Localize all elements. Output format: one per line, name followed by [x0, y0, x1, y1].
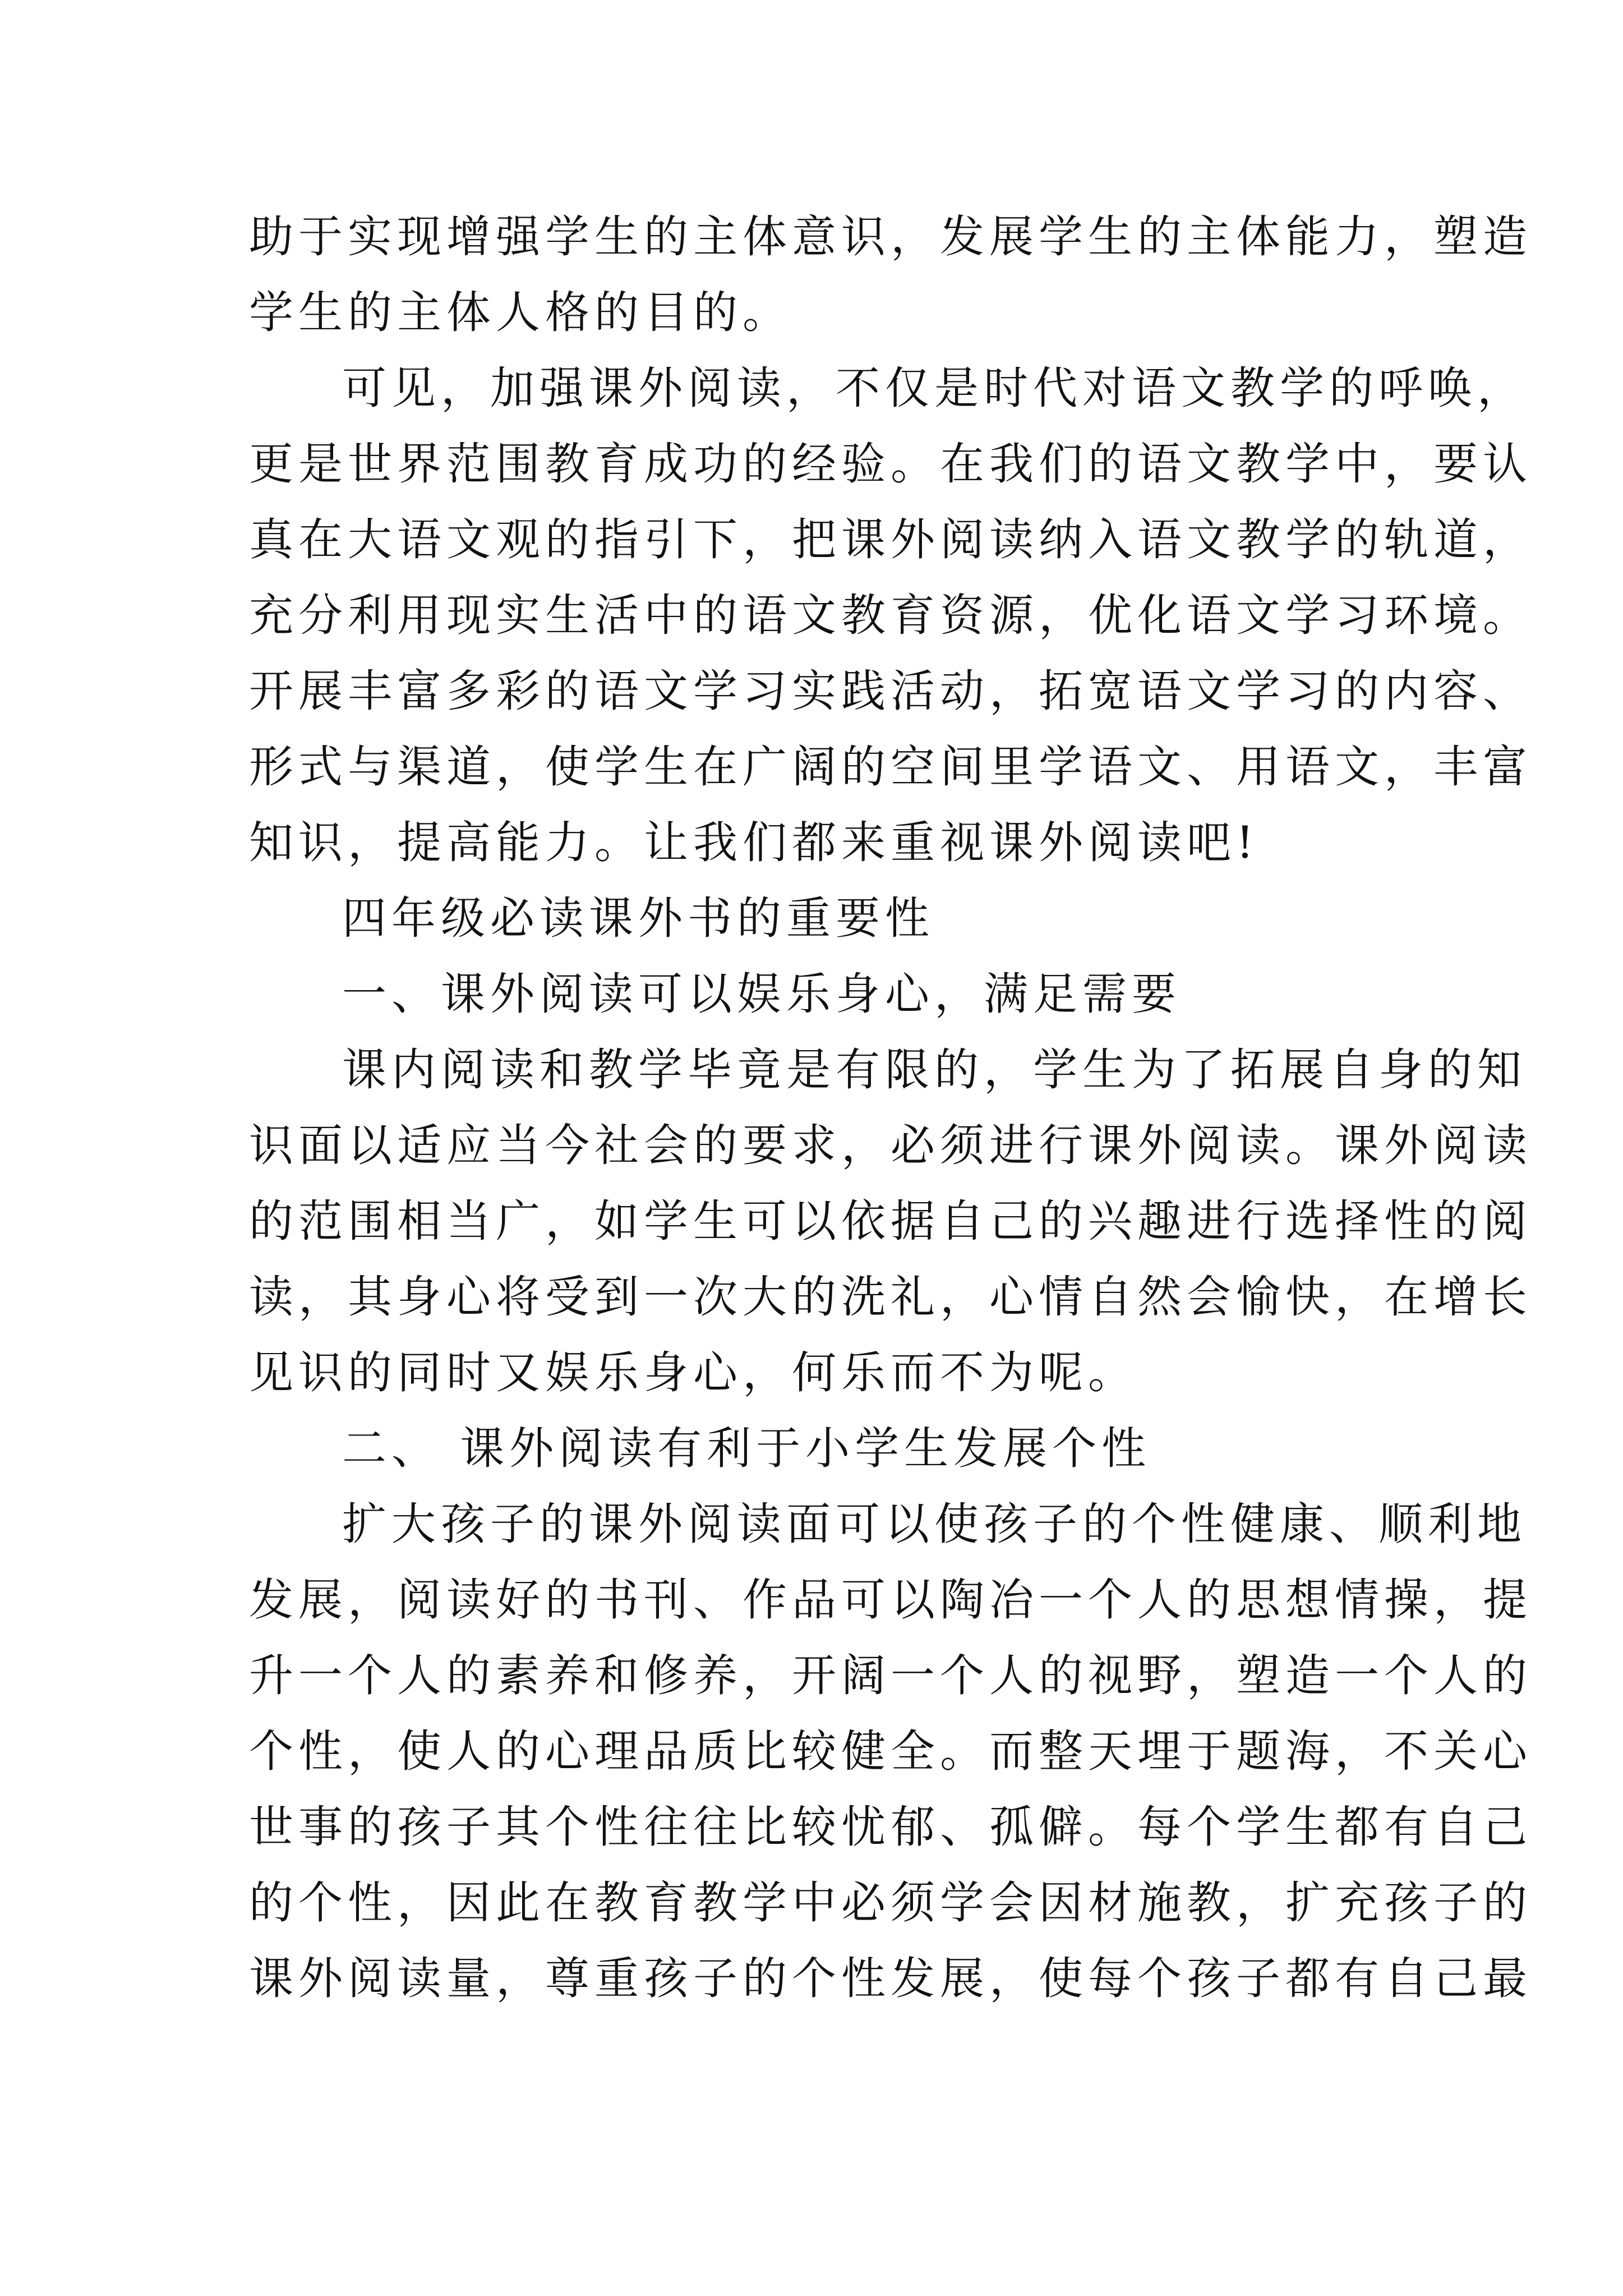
text-line: 更是世界范围教育成功的经验。在我们的语文教学中，要认: [249, 438, 1532, 490]
document-body: [249, 199, 1532, 2017]
text-line: 升一个人的素养和修养，开阔一个人的视野，塑造一个人的: [249, 1650, 1532, 1701]
text-line: 开展丰富多彩的语文学习实践活动，拓宽语文学习的内容、: [249, 665, 1532, 717]
text-line: 课外阅读量，尊重孩子的个性发展，使每个孩子都有自己最: [249, 1953, 1532, 2004]
text-line: 世事的孩子其个性往往比较忧郁、孤僻。每个学生都有自己: [249, 1801, 1532, 1853]
text-line: 的个性，因此在教育教学中必须学会因材施教，扩充孩子的: [249, 1877, 1532, 1929]
text-line: 发展，阅读好的书刊、作品可以陶冶一个人的思想情操，提: [249, 1574, 1532, 1626]
text-line: 的范围相当广，如学生可以依据自己的兴趣进行选择性的阅: [249, 1195, 1532, 1247]
text-line: 四年级必读课外书的重要性: [342, 892, 934, 944]
text-line: 读，其身心将受到一次大的洗礼，心情自然会愉快，在增长: [249, 1271, 1532, 1323]
text-line: 个性，使人的心理品质比较健全。而整天埋于题海，不关心: [249, 1726, 1532, 1777]
text-line: 真在大语文观的指引下，把课外阅读纳入语文教学的轨道，: [249, 514, 1532, 565]
text-line: 助于实现增强学生的主体意识，发展学生的主体能力，塑造: [249, 211, 1532, 263]
text-line: 学生的主体人格的目的。: [249, 287, 792, 338]
text-line: 一、课外阅读可以娱乐身心，满足需要: [342, 968, 1181, 1020]
text-line: 二、 课外阅读有利于小学生发展个性: [342, 1423, 1151, 1474]
text-line: 扩大孩子的课外阅读面可以使孩子的个性健康、顺利地: [342, 1498, 1527, 1550]
text-line: 形式与渠道，使学生在广阔的空间里学语文、用语文，丰富: [249, 741, 1532, 793]
text-line: 充分利用现实生活中的语文教育资源，优化语文学习环境。: [249, 590, 1532, 641]
text-line: 见识的同时又娱乐身心，何乐而不为呢。: [249, 1347, 1137, 1398]
text-line: 课内阅读和教学毕竟是有限的，学生为了拓展自身的知: [342, 1044, 1527, 1096]
text-line: 识面以适应当今社会的要求，必须进行课外阅读。课外阅读: [249, 1120, 1532, 1171]
text-line: 可见，加强课外阅读，不仅是时代对语文教学的呼唤，: [342, 362, 1527, 414]
text-line: 知识，提高能力。让我们都来重视课外阅读吧!: [249, 817, 1259, 868]
